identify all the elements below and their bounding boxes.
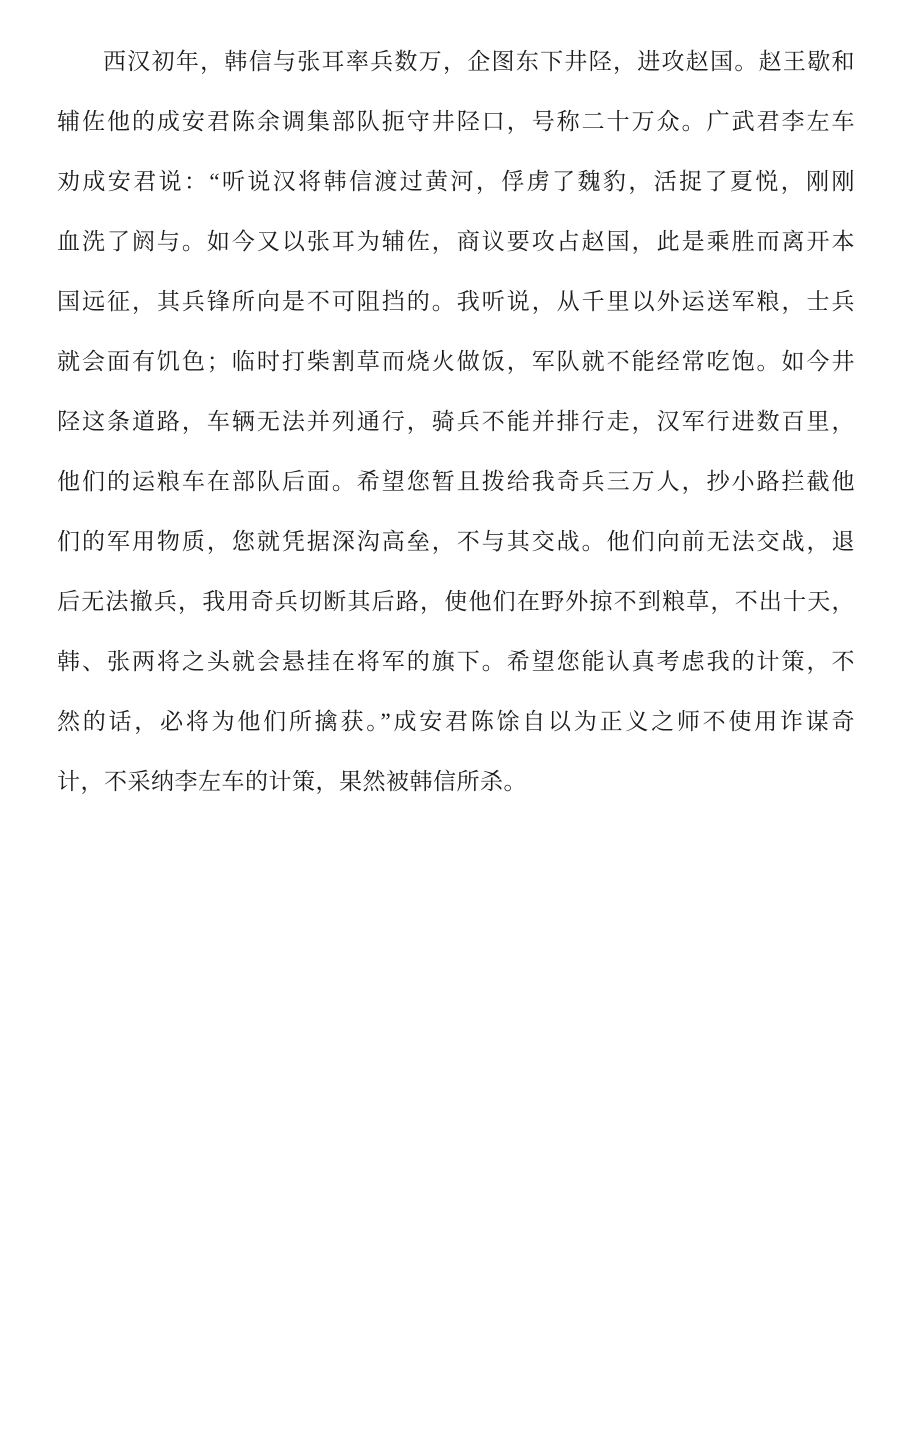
text-line: 血洗了阏与。如今又以张耳为辅佐，商议要攻占赵国，此是乘胜而离开本 (57, 229, 855, 254)
text-line: 计，不采纳李左车的计策，果然被韩信所杀。 (57, 769, 527, 794)
text-line: 国远征，其兵锋所向是不可阻挡的。我听说，从千里以外运送军粮，士兵 (57, 289, 855, 314)
text-line: 劝成安君说：“听说汉将韩信渡过黄河，俘虏了魏豹，活捉了夏悦，刚刚 (57, 169, 855, 194)
text-line: 韩、张两将之头就会悬挂在将军的旗下。希望您能认真考虑我的计策，不 (57, 649, 855, 674)
text-line: 后无法撤兵，我用奇兵切断其后路，使他们在野外掠不到粮草，不出十天， (57, 589, 855, 614)
text-line: 西汉初年，韩信与张耳率兵数万，企图东下井陉，进攻赵国。赵王歇和 (103, 49, 855, 74)
text-line: 然的话，必将为他们所擒获。”成安君陈馀自以为正义之师不使用诈谋奇 (57, 709, 855, 734)
text-line: 们的军用物质，您就凭据深沟高垒，不与其交战。他们向前无法交战，退 (57, 529, 855, 554)
text-line: 陉这条道路，车辆无法并列通行，骑兵不能并排行走，汉军行进数百里， (57, 409, 855, 434)
text-line: 他们的运粮车在部队后面。希望您暂且拨给我奇兵三万人，抄小路拦截他 (57, 469, 855, 494)
text-line: 辅佐他的成安君陈余调集部队扼守井陉口，号称二十万众。广武君李左车 (57, 109, 855, 134)
paragraph (57, 32, 855, 812)
text-line: 就会面有饥色；临时打柴割草而烧火做饭，军队就不能经常吃饱。如今井 (57, 349, 855, 374)
